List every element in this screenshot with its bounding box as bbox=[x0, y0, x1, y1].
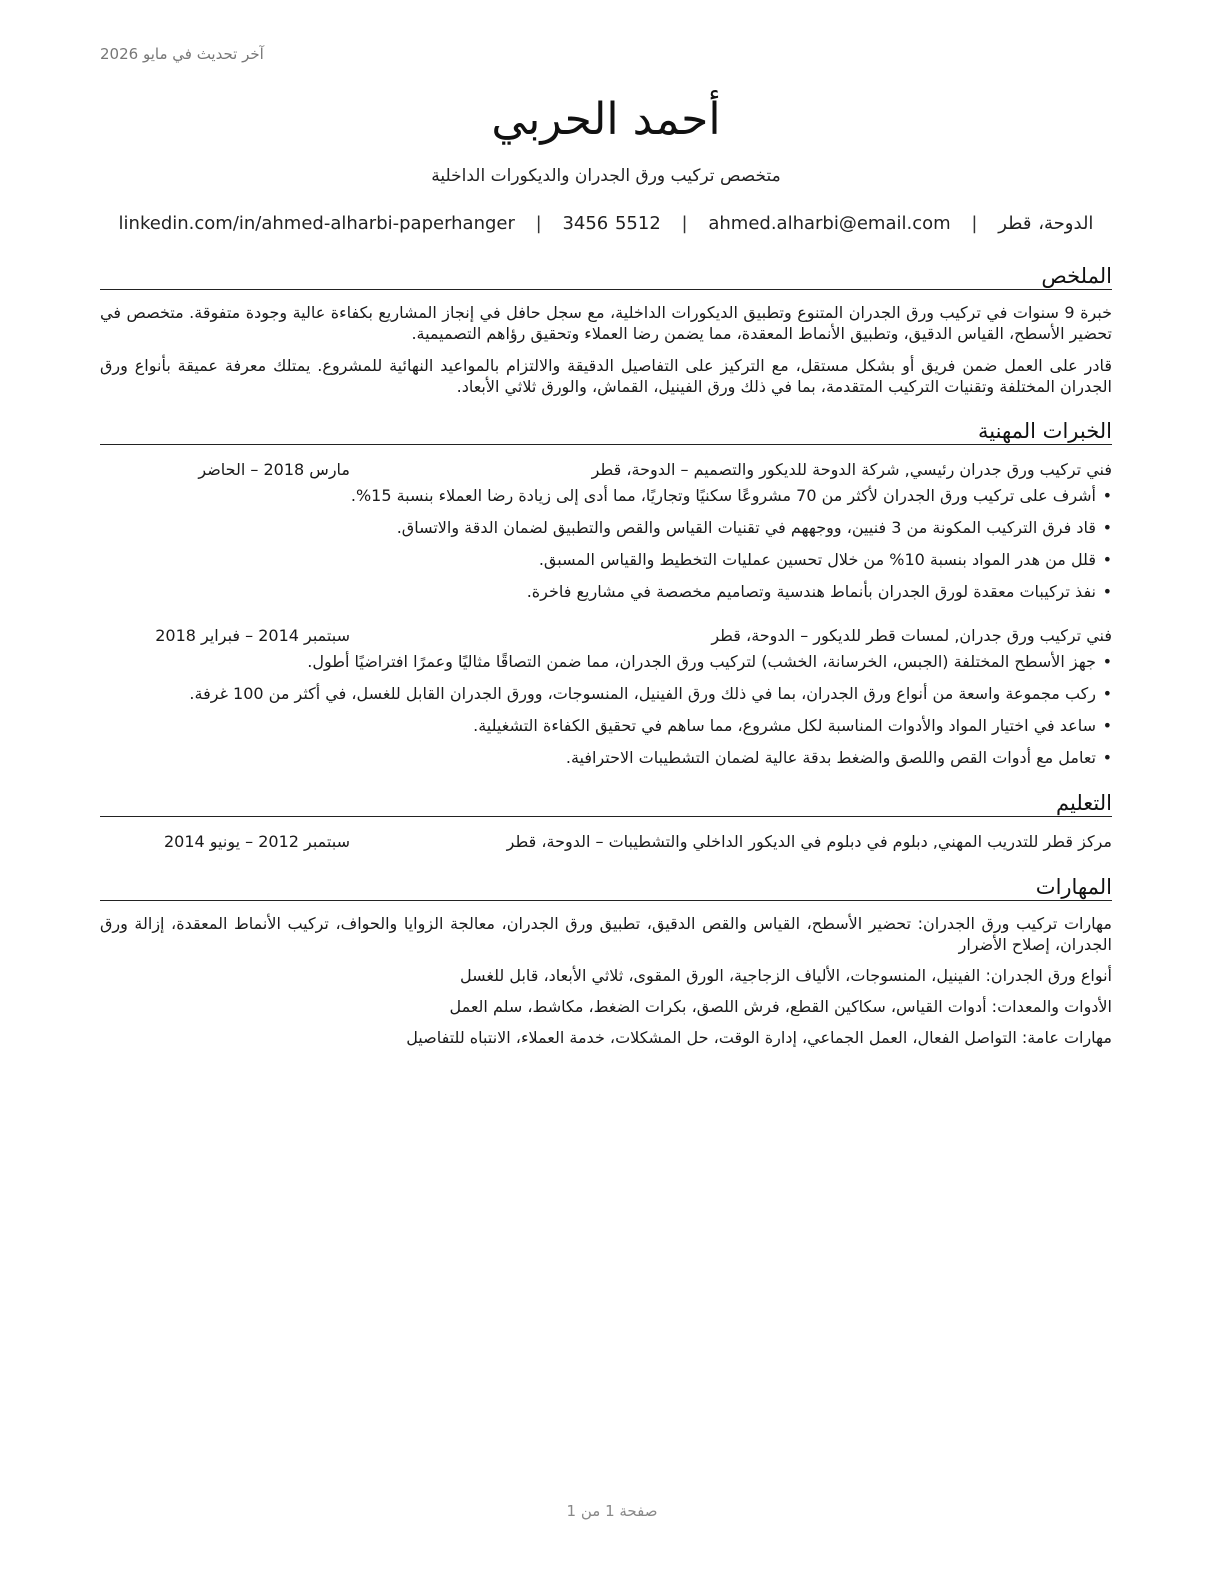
candidate-name: أحمد الحربي bbox=[491, 94, 721, 145]
skill-line: أنواع ورق الجدران: الفينيل، المنسوجات، الألياف الزجاجية، الورق المقوى، ثلاثي الأبعاد، قابل للغسل bbox=[459, 966, 1112, 985]
job-entry bbox=[100, 459, 1112, 603]
summary-paragraph: قادر على العمل ضمن فريق أو بشكل مستقل، مع التركيز على التفاصيل الدقيقة والالتزام بالمواعيد النهائية للمشروع. يمتلك معرفة عميقة بأنواع ورق الجدران المختلفة وتقنيات التركيب المتقدمة، بما في ذلك ورق الفينيل، القماش، والورق ثلاثي الأبعاد. bbox=[100, 356, 1112, 396]
job-bullet: • قلل من هدر المواد بنسبة 10% من خلال تحسين عمليات التخطيط والقياس المسبق. bbox=[100, 549, 1112, 571]
experience-heading: الخبرات المهنية bbox=[100, 419, 1112, 445]
job-dates: سبتمبر 2014 – فبراير 2018 bbox=[155, 626, 350, 645]
contact-phone[interactable]: 3456 5512 bbox=[562, 213, 661, 234]
contact-separator: | bbox=[681, 213, 688, 234]
contact-location: الدوحة، قطر bbox=[998, 213, 1094, 234]
job-bullet: • قاد فرق التركيب المكونة من 3 فنيين، ووجههم في تقنيات القياس والقص والتطبيق لضمان الدقة والاتساق. bbox=[100, 517, 1112, 539]
summary-paragraph: خبرة 9 سنوات في تركيب ورق الجدران المتنوع وتطبيق الديكورات الداخلية، مع سجل حافل في إنجاز المشاريع بكفاءة عالية وجودة متفوقة. متخصص في تحضير الأسطح، القياس الدقيق، وتطبيق الأنماط المعقدة، مما يضمن رضا العملاء وتحقيق رؤاهم التصميمية. bbox=[100, 303, 1113, 343]
job-bullets bbox=[100, 485, 1112, 603]
job-dates: مارس 2018 – الحاضر bbox=[198, 460, 350, 479]
job-header bbox=[100, 459, 1112, 481]
job-role: فني تركيب ورق جدران, لمسات قطر للديكور – الدوحة، قطر bbox=[711, 626, 1112, 645]
education-heading: التعليم bbox=[100, 791, 1112, 817]
contact-separator: | bbox=[971, 213, 978, 234]
contact-email[interactable]: ahmed.alharbi@email.com bbox=[708, 213, 951, 234]
resume-content bbox=[100, 88, 1112, 1048]
education-dates: سبتمبر 2012 – يونيو 2014 bbox=[163, 832, 350, 851]
job-bullet: • تعامل مع أدوات القص واللصق والضغط بدقة عالية لضمان التشطيبات الاحترافية. bbox=[100, 747, 1112, 769]
summary-heading: الملخص bbox=[100, 264, 1112, 290]
job-entry bbox=[100, 625, 1112, 769]
job-bullet: • ساعد في اختيار المواد والأدوات المناسبة لكل مشروع، مما ساهم في تحقيق الكفاءة التشغيلية. bbox=[100, 715, 1112, 737]
job-header bbox=[100, 625, 1112, 647]
candidate-title: متخصص تركيب ورق الجدران والديكورات الداخلية bbox=[431, 166, 781, 186]
job-bullets bbox=[100, 651, 1112, 769]
skill-line: الأدوات والمعدات: أدوات القياس، سكاكين القطع، فرش اللصق، بكرات الضغط، مكاشط، سلم العمل bbox=[449, 997, 1112, 1016]
job-bullet: • نفذ تركيبات معقدة لورق الجدران بأنماط هندسية وتصاميم مخصصة في مشاريع فاخرة. bbox=[100, 581, 1112, 603]
contact-separator: | bbox=[535, 213, 542, 234]
job-bullet: • ركب مجموعة واسعة من أنواع ورق الجدران، بما في ذلك ورق الفينيل، المنسوجات، وورق الجدران القابل للغسل، في أكثر من 100 غرفة. bbox=[100, 683, 1112, 705]
education-entry bbox=[100, 831, 1112, 853]
contact-line bbox=[100, 213, 1112, 234]
page-number: صفحة 1 من 1 bbox=[566, 1502, 658, 1520]
job-bullet: • جهز الأسطح المختلفة (الجبس، الخرسانة، الخشب) لتركيب ورق الجدران، مما ضمن التصاقًا مثاليًا وعمرًا افتراضيًا أطول. bbox=[100, 651, 1112, 673]
education-institution: مركز قطر للتدريب المهني, دبلوم في دبلوم في الديكور الداخلي والتشطيبات – الدوحة، قطر bbox=[506, 832, 1112, 851]
contact-linkedin[interactable]: linkedin.com/in/ahmed-alharbi-paperhanger bbox=[118, 213, 515, 234]
skill-line: مهارات عامة: التواصل الفعال، العمل الجماعي، إدارة الوقت، حل المشكلات، خدمة العملاء، الانتباه للتفاصيل bbox=[406, 1028, 1112, 1047]
job-bullet: • أشرف على تركيب ورق الجدران لأكثر من 70 مشروعًا سكنيًا وتجاريًا، مما أدى إلى زيادة رضا العملاء بنسبة 15%. bbox=[100, 485, 1112, 507]
skills-heading: المهارات bbox=[100, 875, 1112, 901]
last-updated-note: آخر تحديث في مايو 2026 bbox=[100, 45, 264, 63]
skill-line: مهارات تركيب ورق الجدران: تحضير الأسطح، القياس والقص الدقيق، تطبيق ورق الجدران، معالجة الزوايا والحواف، تركيب الأنماط المعقدة، إزالة ورق الجدران، إصلاح الأضرار bbox=[100, 914, 1112, 954]
job-role: فني تركيب ورق جدران رئيسي, شركة الدوحة للديكور والتصميم – الدوحة، قطر bbox=[591, 460, 1112, 479]
